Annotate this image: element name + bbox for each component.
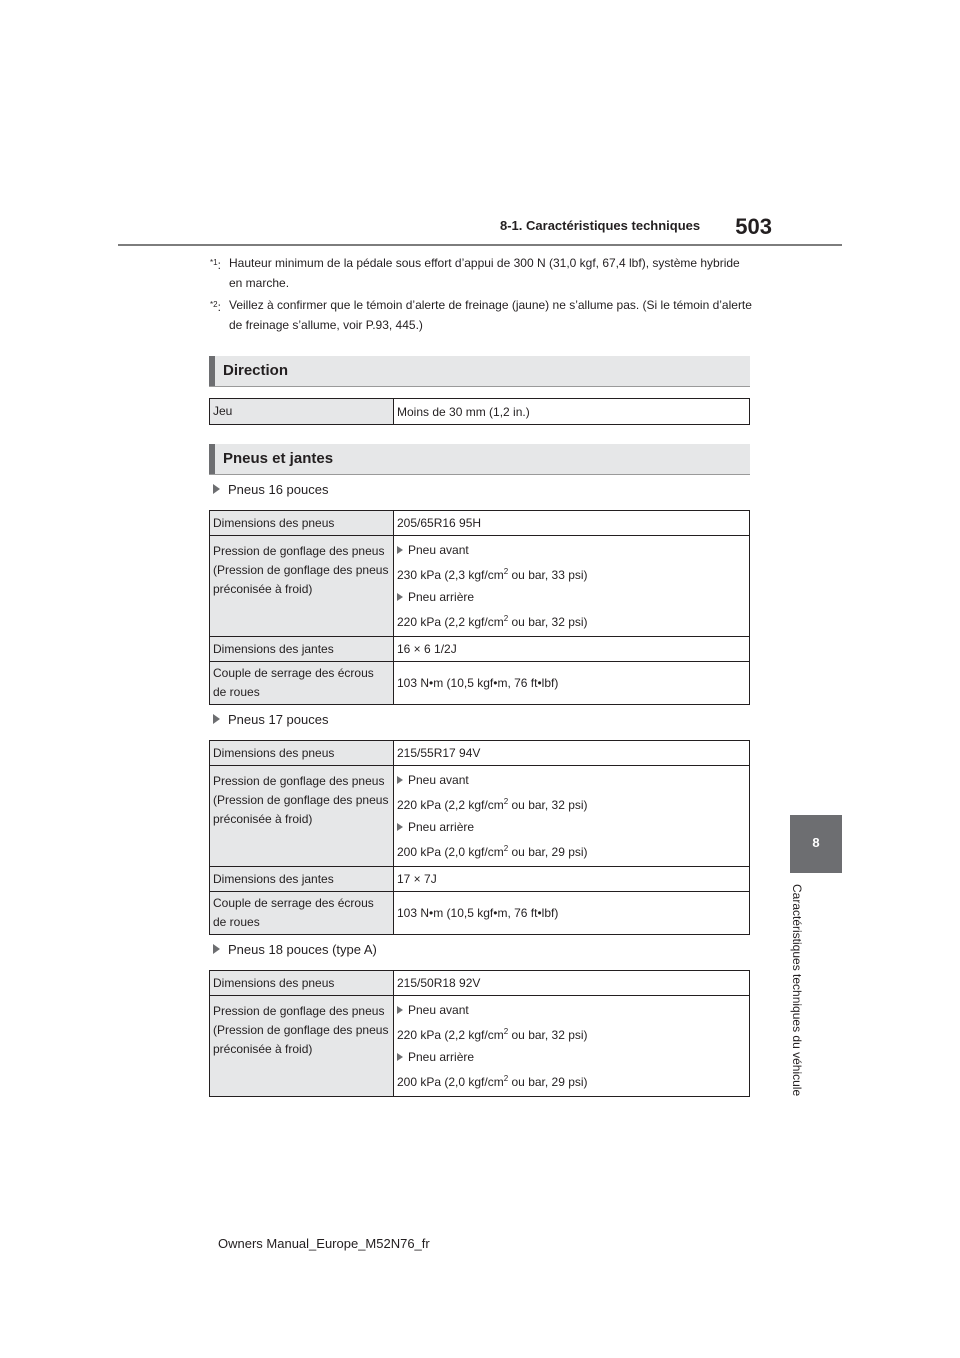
rear-tyre-label: Pneu arrière	[397, 586, 746, 608]
section-title: 8-1. Caractéristiques techniques	[500, 218, 701, 233]
footnote-text: Hauteur minimum de la pédale sous effort d’appui de 300 N (31,0 kgf, 67,4 lbf), système hybride en marche.	[229, 256, 740, 290]
page-number: 503	[735, 214, 772, 239]
table-value-cell: 103 N•m (10,5 kgf•m, 76 ft•lbf)	[394, 662, 750, 705]
triangle-bullet-icon	[213, 714, 220, 724]
rear-tyre-label: Pneu arrière	[397, 1046, 746, 1068]
rear-tyre-label: Pneu arrière	[397, 816, 746, 838]
triangle-bullet-icon	[213, 944, 220, 954]
heading-bar	[209, 356, 215, 386]
chapter-label: Caractéristiques techniques du véhicule	[790, 884, 804, 1097]
table-label-cell: Pression de gonflage des pneus (Pression de gonflage des pneus préconisée à froid)	[210, 996, 394, 1097]
front-tyre-pressure: 220 kPa (2,2 kgf/$cm^2$ ou bar, 32 psi)	[397, 1027, 588, 1042]
subheading-17: Pneus 17 pouces	[213, 712, 328, 727]
triangle-bullet-icon	[213, 484, 220, 494]
front-tyre-pressure: 230 kPa (2,3 kgf/$cm^2$ ou bar, 33 psi)	[397, 567, 588, 582]
table-label-cell: Pression de gonflage des pneus (Pression de gonflage des pneus préconisée à froid)	[210, 766, 394, 867]
table-value-cell: Moins de 30 mm (1,2 in.)	[394, 399, 750, 425]
subheading-16: Pneus 16 pouces	[213, 482, 328, 497]
table-value-cell: 17 × 7J	[394, 867, 750, 892]
tyre-table-17	[209, 740, 750, 935]
rear-tyre-pressure: 200 kPa (2,0 kgf/$cm^2$ ou bar, 29 psi)	[397, 844, 588, 859]
tyres-heading	[209, 444, 750, 475]
chapter-number: 8	[812, 835, 820, 850]
footnote-2	[210, 295, 755, 335]
heading-bar	[209, 444, 215, 474]
table-label-cell: Pression de gonflage des pneus (Pression de gonflage des pneus préconisée à froid)	[210, 536, 394, 637]
footer-text: Owners Manual_Europe_M52N76_fr	[218, 1236, 430, 1251]
table-label-cell: Dimensions des pneus	[210, 741, 394, 766]
direction-heading	[209, 356, 750, 387]
triangle-bullet-icon	[397, 1053, 403, 1061]
chapter-tab[interactable]	[790, 815, 842, 873]
front-tyre-label: Pneu avant	[397, 999, 746, 1021]
footnote-1	[210, 253, 755, 293]
table-value-cell: 16 × 6 1/2J	[394, 637, 750, 662]
table-label-cell: Couple de serrage des écrous de roues	[210, 892, 394, 935]
table-value-cell: 215/50R18 92V	[394, 971, 750, 996]
table-value-cell	[394, 536, 750, 637]
table-value-cell	[394, 766, 750, 867]
footnote-marker: $^{*2}$:	[210, 300, 221, 314]
triangle-bullet-icon	[397, 776, 403, 784]
table-value-cell	[394, 996, 750, 1097]
rear-tyre-pressure: 200 kPa (2,0 kgf/$cm^2$ ou bar, 29 psi)	[397, 1074, 588, 1089]
table-value-cell: 215/55R17 94V	[394, 741, 750, 766]
table-value-cell: 103 N•m (10,5 kgf•m, 76 ft•lbf)	[394, 892, 750, 935]
triangle-bullet-icon	[397, 593, 403, 601]
front-tyre-label: Pneu avant	[397, 769, 746, 791]
tyre-table-18	[209, 970, 750, 1097]
header-divider	[118, 244, 842, 246]
heading-label: Pneus et jantes	[223, 450, 334, 467]
table-label-cell: Dimensions des jantes	[210, 637, 394, 662]
table-label-cell: Dimensions des jantes	[210, 867, 394, 892]
front-tyre-label: Pneu avant	[397, 539, 746, 561]
footnote-text: Veillez à confirmer que le témoin d’alerte de freinage (jaune) ne s’allume pas. (Si le témoin d’alerte de freinage s’allume, voir P.93, 445.)	[229, 298, 752, 332]
table-value-cell: 205/65R16 95H	[394, 511, 750, 536]
table-label-cell: Dimensions des pneus	[210, 511, 394, 536]
triangle-bullet-icon	[397, 823, 403, 831]
tyre-table-16	[209, 510, 750, 705]
direction-table	[209, 398, 750, 425]
table-label-cell: Jeu	[210, 399, 394, 425]
triangle-bullet-icon	[397, 1006, 403, 1014]
front-tyre-pressure: 220 kPa (2,2 kgf/$cm^2$ ou bar, 32 psi)	[397, 797, 588, 812]
rear-tyre-pressure: 220 kPa (2,2 kgf/$cm^2$ ou bar, 32 psi)	[397, 614, 588, 629]
table-label-cell: Dimensions des pneus	[210, 971, 394, 996]
triangle-bullet-icon	[397, 546, 403, 554]
subheading-18: Pneus 18 pouces (type A)	[213, 942, 377, 957]
heading-label: Direction	[223, 362, 289, 379]
table-label-cell: Couple de serrage des écrous de roues	[210, 662, 394, 705]
footnote-marker: $^{*1}$:	[210, 258, 221, 272]
